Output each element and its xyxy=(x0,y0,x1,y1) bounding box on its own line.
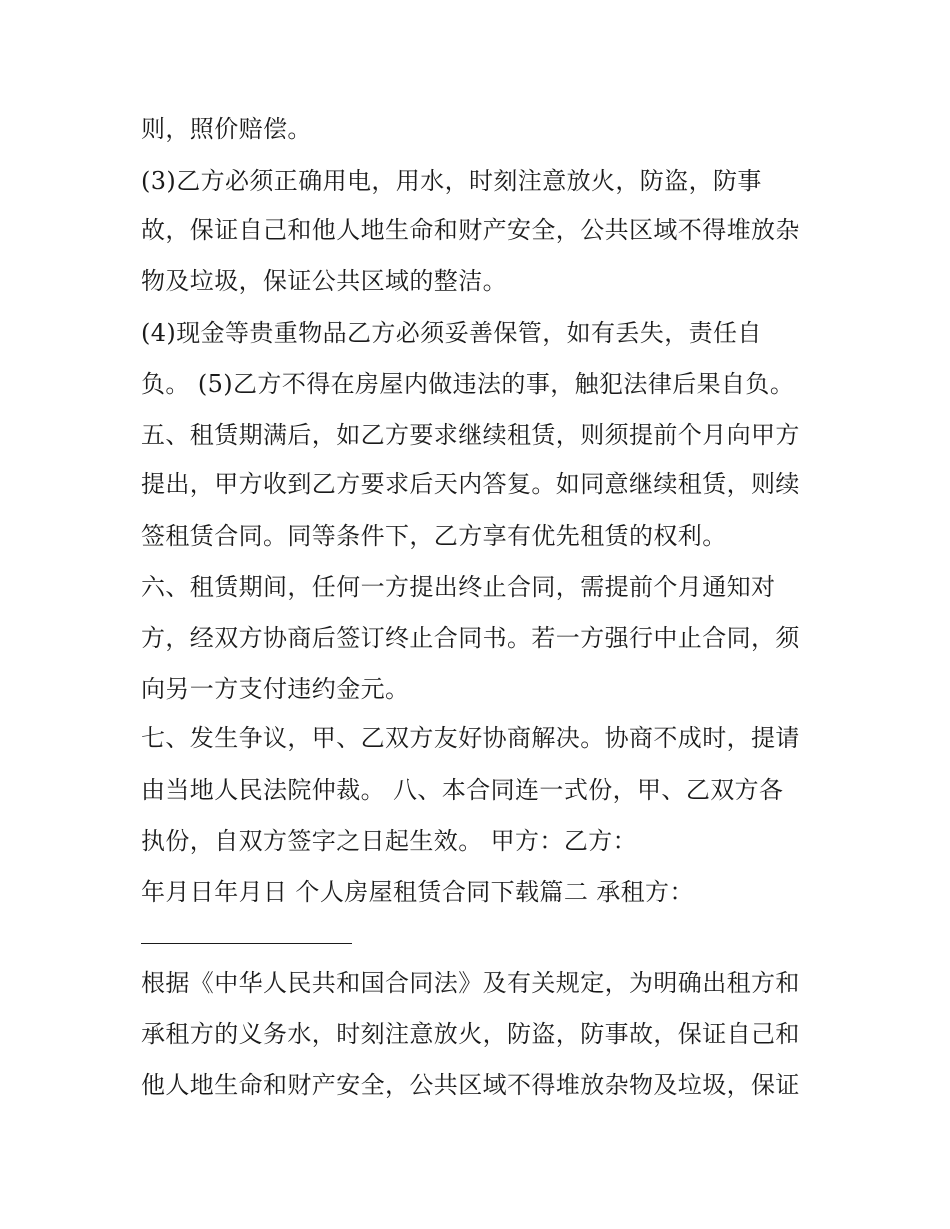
paragraph-line: 执份，自双方签字之日起生效。 甲方：乙方： xyxy=(141,827,638,855)
paragraph-line: 七、发生争议，甲、乙双方友好协商解决。协商不成时，提请 xyxy=(141,724,800,752)
paragraph-line: 五、租赁期满后，如乙方要求继续租赁，则须提前个月向甲方 xyxy=(141,421,800,449)
signature-underline xyxy=(141,943,352,944)
paragraph-line: 负。 (5)乙方不得在房屋内做违法的事，触犯法律后果自负。 xyxy=(141,370,795,398)
paragraph-line: 则，照价赔偿。 xyxy=(141,115,312,143)
paragraph-line: 由当地人民法院仲裁。 八、本合同连一式份，甲、乙双方各 xyxy=(141,776,784,804)
paragraph-line: 签租赁合同。同等条件下，乙方享有优先租赁的权利。 xyxy=(141,522,727,550)
paragraph-line: (4)现金等贵重物品乙方必须妥善保管，如有丢失，责任自 xyxy=(141,319,762,347)
paragraph-line: 物及垃圾，保证公共区域的整洁。 xyxy=(141,267,507,295)
paragraph-line: 承租方的义务水，时刻注意放火，防盗，防事故，保证自己和 xyxy=(141,1020,800,1048)
paragraph-line: 年月日年月日 个人房屋租赁合同下载篇二 承租方： xyxy=(141,878,694,906)
paragraph-line: 方，经双方协商后签订终止合同书。若一方强行中止合同，须 xyxy=(141,624,800,652)
paragraph-line: 根据《中华人民共和国合同法》及有关规定，为明确出租方和 xyxy=(141,969,800,997)
paragraph-line: 六、租赁期间，任何一方提出终止合同，需提前个月通知对 xyxy=(141,573,776,601)
paragraph-line: (3)乙方必须正确用电，用水，时刻注意放火，防盗，防事 xyxy=(141,167,762,195)
paragraph-line: 故，保证自己和他人地生命和财产安全，公共区域不得堆放杂 xyxy=(141,216,800,244)
paragraph-line: 他人地生命和财产安全，公共区域不得堆放杂物及垃圾，保证 xyxy=(141,1071,800,1099)
paragraph-line: 向另一方支付违约金元。 xyxy=(141,675,410,703)
paragraph-line: 提出，甲方收到乙方要求后天内答复。如同意继续租赁，则续 xyxy=(141,470,800,498)
